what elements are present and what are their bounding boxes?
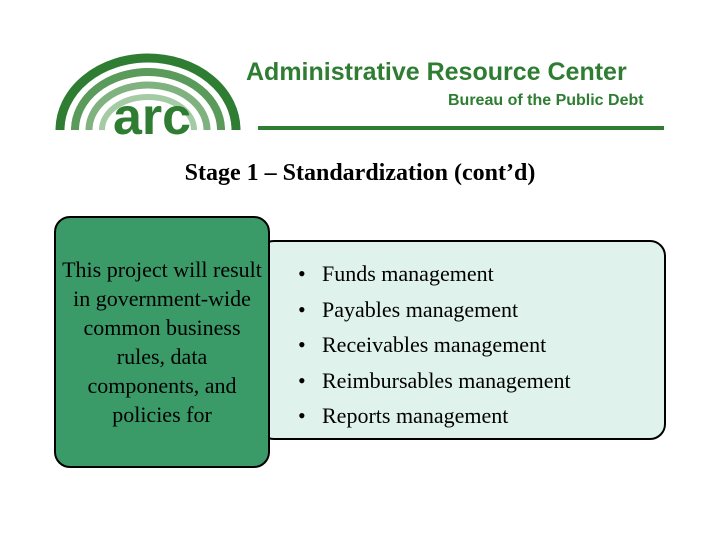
- list-item-label: Receivables management: [322, 332, 547, 357]
- bullet-icon: •: [298, 261, 306, 286]
- bullet-icon: •: [298, 296, 306, 322]
- list-item-label: Payables management: [322, 296, 519, 322]
- list-item-label: Reimbursables management: [322, 367, 571, 393]
- item-list: [298, 256, 571, 434]
- list-item: [298, 363, 571, 399]
- arc-logo: [48, 40, 248, 140]
- slide-title: Stage 1 – Standardization (cont’d): [184, 160, 536, 186]
- bullet-icon: •: [298, 367, 306, 393]
- org-name: Administrative Resource Center: [246, 58, 627, 86]
- logo-wordmark: arc: [112, 88, 192, 140]
- list-item-label: Reports management: [322, 403, 509, 428]
- org-subtitle: Bureau of the Public Debt: [448, 92, 644, 109]
- header-rule: [258, 126, 664, 130]
- description-text: This project will result in government-wide common business rules, data components, and policies for: [62, 257, 262, 427]
- list-item: [298, 292, 571, 328]
- bullet-icon: •: [298, 403, 306, 428]
- list-item: [298, 398, 571, 434]
- description-panel: [54, 216, 270, 468]
- list-item: [298, 256, 571, 292]
- bullet-icon: •: [298, 332, 306, 357]
- list-item-label: Funds management: [322, 261, 494, 286]
- list-item: [298, 327, 571, 363]
